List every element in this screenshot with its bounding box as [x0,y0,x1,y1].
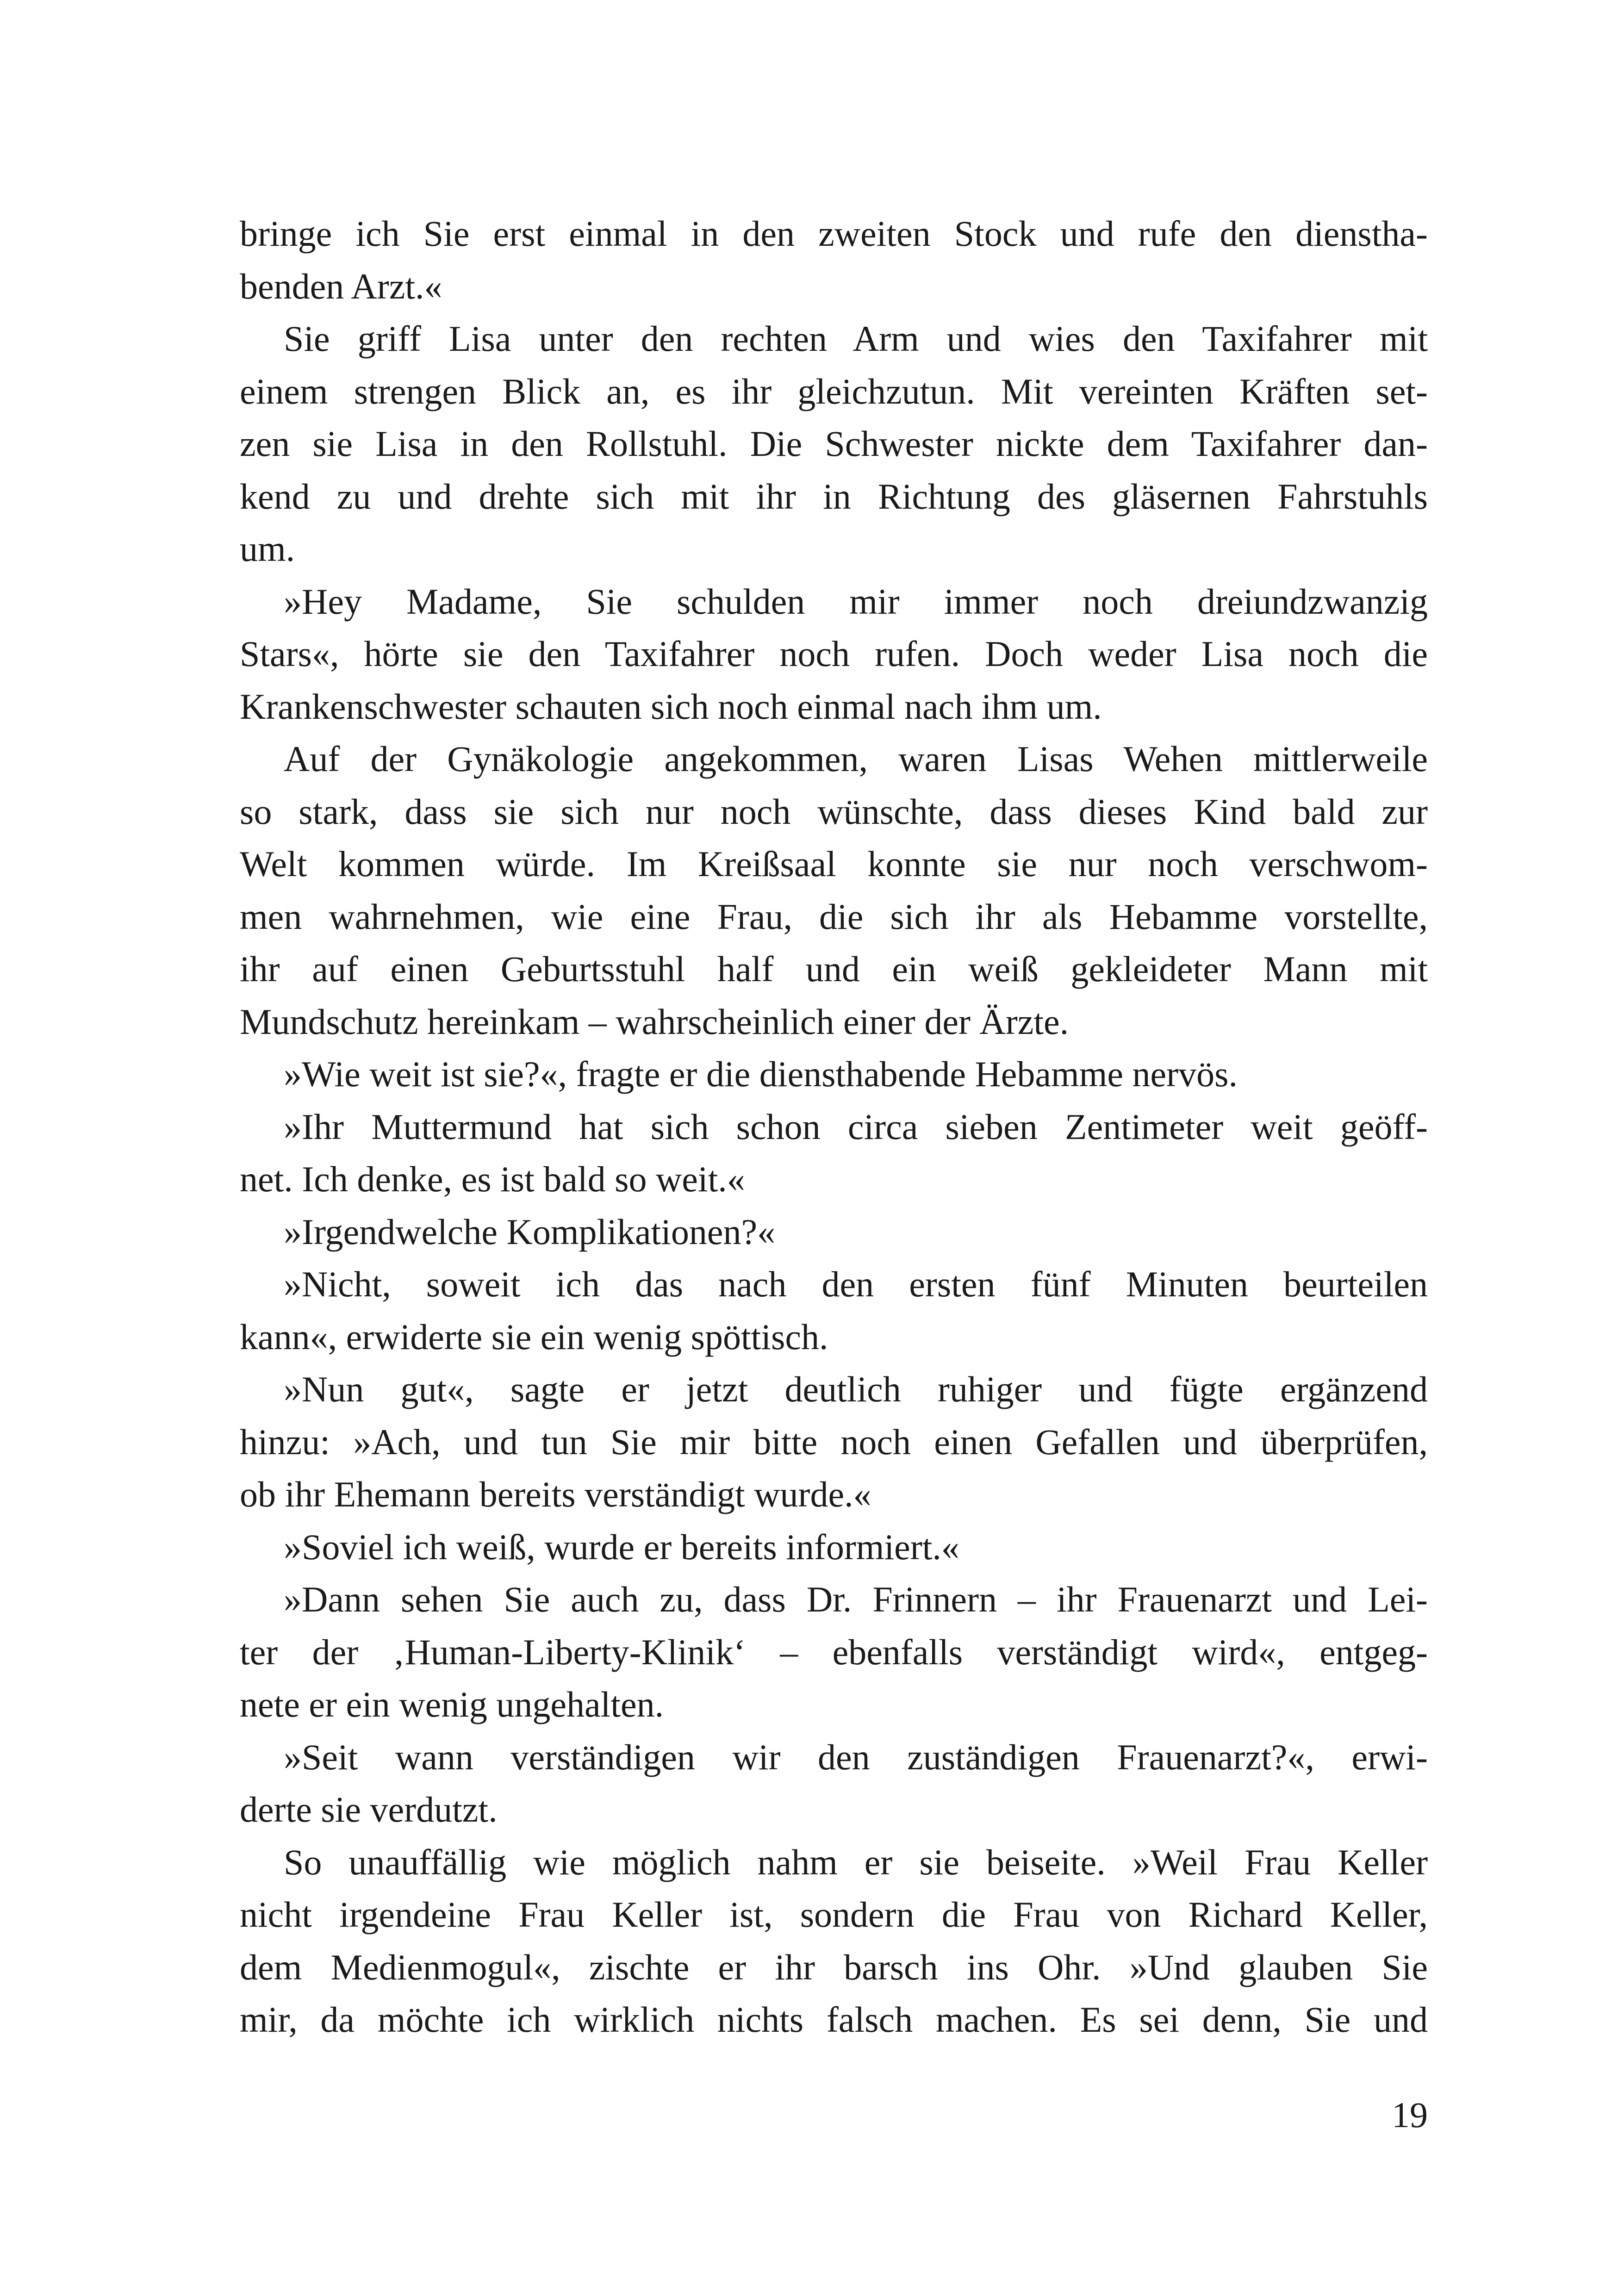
text-line: kann«, erwiderte sie ein wenig spöttisch. [240,1316,828,1357]
text-line: zen sie Lisa in den Rollstuhl. Die Schwester nickte dem Taxifahrer dan- [240,423,1428,464]
text-line: »Wie weit ist sie?«, fragte er die diensthabende Hebamme nervös. [284,1054,1238,1094]
text-line: ob ihr Ehemann bereits verständigt wurde.« [240,1474,871,1514]
text-line: nete er ein wenig ungehalten. [240,1684,664,1724]
text-line: »Nun gut«, sagte er jetzt deutlich ruhiger und fügte ergänzend [284,1369,1428,1409]
text-line: ter der ‚Human-Liberty-Klinik‘ – ebenfalls verständigt wird«, entgeg- [240,1631,1428,1672]
text-line: einem strengen Blick an, es ihr gleichzutun. Mit vereinten Kräften set- [240,371,1428,411]
body-text [240,207,1428,2046]
text-line: kend zu und drehte sich mit ihr in Richtung des gläsernen Fahrstuhls [240,476,1428,516]
text-line: »Seit wann verständigen wir den zuständigen Frauenarzt?«, erwi- [284,1736,1428,1777]
text-line: so stark, dass sie sich nur noch wünschte, dass dieses Kind bald zur [240,791,1428,832]
text-line: Sie griff Lisa unter den rechten Arm und wies den Taxifahrer mit [284,318,1428,359]
text-line: »Ihr Muttermund hat sich schon circa sieben Zentimeter weit geöff- [284,1106,1428,1147]
text-line: »Nicht, soweit ich das nach den ersten fünf Minuten beurteilen [284,1264,1428,1304]
text-line: »Dann sehen Sie auch zu, dass Dr. Frinnern – ihr Frauenarzt und Lei- [284,1579,1428,1619]
text-line: benden Arzt.« [240,266,442,306]
text-line: mir, da möchte ich wirklich nichts falsch machen. Es sei denn, Sie und [240,1999,1428,2040]
text-line: »Soviel ich weiß, wurde er bereits informiert.« [284,1526,959,1567]
text-line: derte sie verdutzt. [240,1789,498,1829]
text-line: So unauffällig wie möglich nahm er sie beiseite. »Weil Frau Keller [284,1842,1428,1882]
text-line: nicht irgendeine Frau Keller ist, sondern die Frau von Richard Keller, [240,1894,1428,1935]
text-line: »Irgendwelche Komplikationen?« [284,1211,776,1252]
text-line: »Hey Madame, Sie schulden mir immer noch dreiundzwanzig [284,581,1428,622]
text-line: men wahrnehmen, wie eine Frau, die sich ihr als Hebamme vorstellte, [240,896,1428,937]
text-line: bringe ich Sie erst einmal in den zweiten Stock und rufe den dienstha- [240,213,1428,254]
text-line: dem Medienmogul«, zischte er ihr barsch ins Ohr. »Und glauben Sie [240,1947,1428,1987]
page-number: 19 [1392,2095,1428,2135]
text-line: ihr auf einen Geburtsstuhl half und ein weiß gekleideter Mann mit [240,949,1428,989]
text-line: Stars«, hörte sie den Taxifahrer noch rufen. Doch weder Lisa noch die [240,634,1428,674]
text-line: um. [240,529,295,569]
text-line: Welt kommen würde. Im Kreißsaal konnte sie nur noch verschwom- [240,844,1428,884]
text-line: Auf der Gynäkologie angekommen, waren Lisas Wehen mittlerweile [284,739,1428,779]
text-line: hinzu: »Ach, und tun Sie mir bitte noch einen Gefallen und überprüfen, [240,1421,1428,1462]
text-line: net. Ich denke, es ist bald so weit.« [240,1159,745,1199]
text-line: Mundschutz hereinkam – wahrscheinlich einer der Ärzte. [240,1001,1069,1042]
text-line: Krankenschwester schauten sich noch einmal nach ihm um. [240,686,1102,727]
